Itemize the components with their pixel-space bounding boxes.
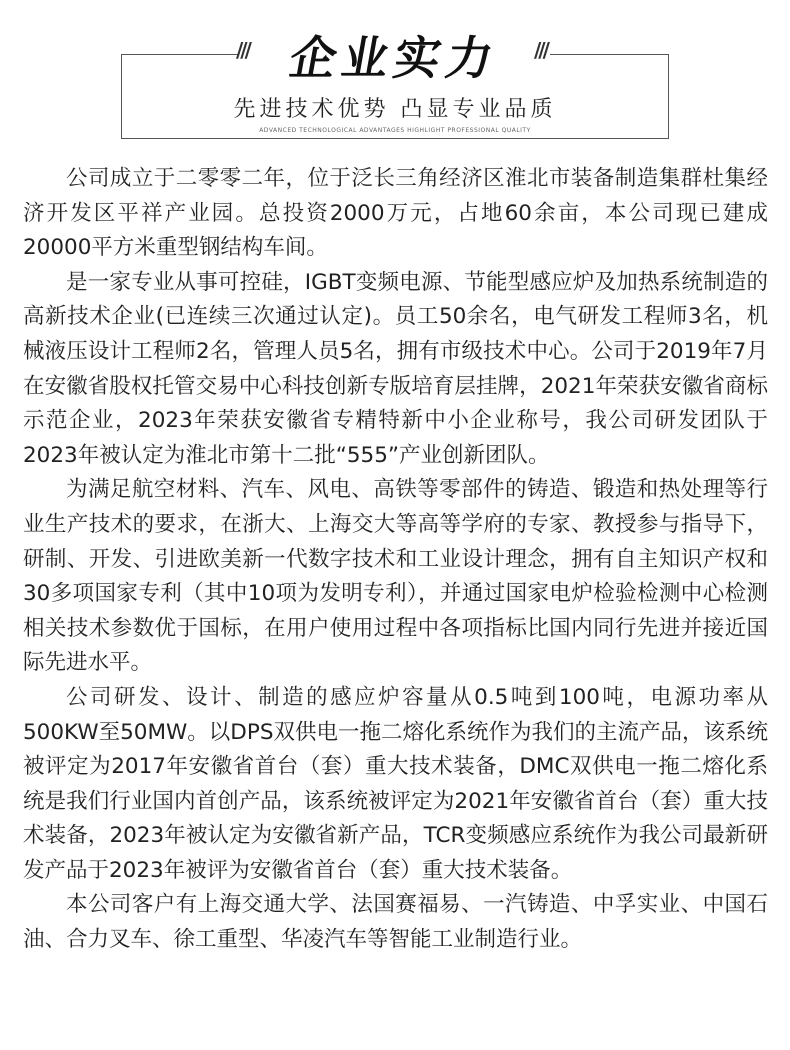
paragraph-customers: 本公司客户有上海交通大学、法国赛福易、一汽铸造、中孚实业、中国石油、合力叉车、徐工重型、华凌汽车等智能工业制造行业。 bbox=[23, 892, 768, 953]
paragraph-products: 公司研发、设计、制造的感应炉容量从0.5吨到100吨，电源功率从500KW至50MW。以DPS双供电一拖二熔化系统作为我们的主流产品，该系统被评定为2017年安徽省首台（套）重大技术装备，DMC双供电一拖二熔化系统是我们行业国内首创产品，该系统被评定为2021年安徽省首台（套）重大技术装备，2023年被认定为安徽省新产品，TCR变频感应系统作为我公司最新研发产品于2023年被评为安徽省首台（套）重大技术装备。 bbox=[23, 684, 768, 883]
company-description bbox=[23, 162, 768, 958]
frame-top-right-line bbox=[550, 54, 668, 55]
paragraph-founding: 公司成立于二零零二年，位于泛长三角经济区淮北市装备制造集群杜集经济开发区平祥产业园。总投资2000万元，占地60余亩，本公司现已建成20000平方米重型钢结构车间。 bbox=[23, 166, 768, 261]
english-tagline: ADVANCED TECHNOLOGICAL ADVANTAGES HIGHLIGHT PROFESSIONAL QUALITY bbox=[259, 127, 531, 134]
page-subtitle: 先进技术优势 凸显专业品质 bbox=[233, 97, 557, 122]
page-title: 企业实力 bbox=[285, 31, 504, 85]
paragraph-profile: 是一家专业从事可控硅，IGBT变频电源、节能型感应炉及加热系统制造的高新技术企业(已连续三次通过认定)。员工50余名，电气研发工程师3名，机械液压设计工程师2名，管理人员5名，拥有市级技术中心。公司于2019年7月在安徽省股权托管交易中心科技创新专版培育层挂牌，2021年荣获安徽省商标示范企业，2023年荣获安徽省专精特新中小企业称号，我公司研发团队于2023年被认定为淮北市第十二批“555”产业创新团队。 bbox=[23, 269, 768, 468]
slash-decoration-right: /// bbox=[534, 38, 547, 62]
paragraph-technology: 为满足航空材料、汽车、风电、高铁等零部件的铸造、锻造和热处理等行业生产技术的要求，在浙大、上海交大等高等学府的专家、教授参与指导下，研制、开发、引进欧美新一代数字技术和工业设计理念，拥有自主知识产权和30多项国家专利（其中10项为发明专利），并通过国家电炉检验检测中心检测相关技术参数优于国标，在用户使用过程中各项指标比国内同行先进并接近国际先进水平。 bbox=[23, 477, 768, 676]
frame-top-left-line bbox=[121, 54, 239, 55]
slash-decoration-left: /// bbox=[236, 38, 249, 62]
